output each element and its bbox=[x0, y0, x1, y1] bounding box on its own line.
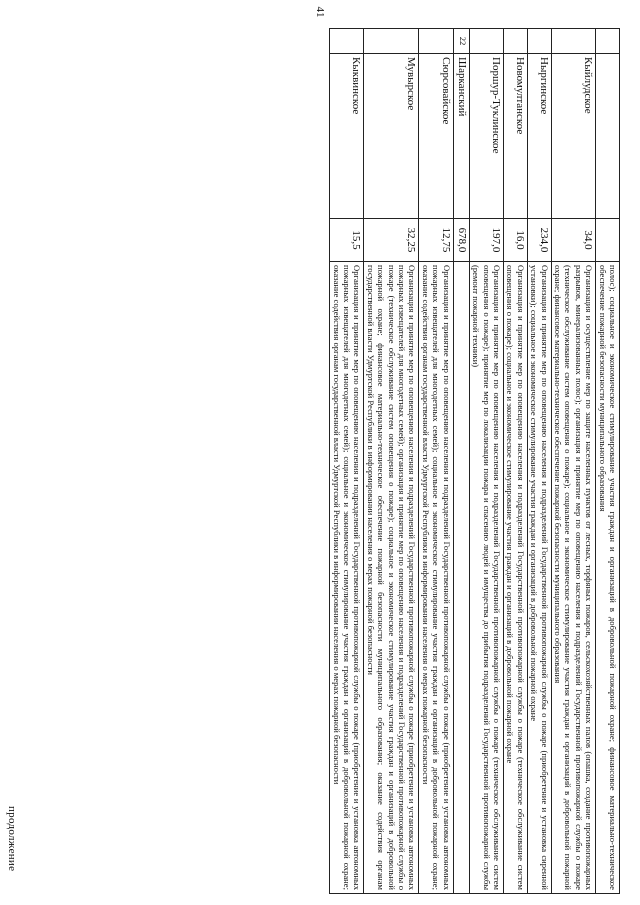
settlement-name: Ныргинское bbox=[527, 54, 551, 219]
settlement-name: Мувырское bbox=[364, 54, 419, 219]
settlement-name: Кыквинское bbox=[330, 54, 364, 219]
measures-text bbox=[453, 262, 469, 894]
table-row bbox=[551, 29, 596, 894]
measures-text: полос); социальное и экономическое стимулирование участия граждан и организаций в добровольной пожарной охране; финансовое материально-техническое обеспечение пожарной безопасности муниципального образования bbox=[596, 262, 620, 894]
table-row bbox=[503, 29, 527, 894]
table-row bbox=[596, 29, 620, 894]
measures-text: Организация и осуществление мер по защите населенных пунктов от лесных, торфяных пожаров, сельскохозяйственных палов (опашка, создание противопожарных разрывов, минерализованных полос); организация и принятие мер по оповещению населения и подразделений Государственной противопожарной службы о пожаре (техническое обслуживание систем оповещения о пожаре); социальное и экономическое стимулирование участия граждан и организаций в добровольной пожарной охране; финансовое материально-техническое обеспечение пожарной безопасности муниципального образования bbox=[551, 262, 596, 894]
settlement-name: Поршур-Туклинское bbox=[469, 54, 503, 219]
settlement-name: Сюрсовайское bbox=[419, 54, 453, 219]
row-number bbox=[330, 29, 364, 54]
measures-text: Организация и принятие мер по оповещению населения и подразделений Государственной противопожарной службы о пожаре (приобретение и установка автономных пожарных извещателей для многодетных семей); социальное и экономическое стимулирование участия граждан и организаций в добровольной пожарной охране; оказание содействия органам государственной власти Удмуртской Республики в информировании населения о мерах пожарной безопасности bbox=[419, 262, 453, 894]
continued-label: продолжение bbox=[6, 806, 18, 872]
page-number: 41 bbox=[314, 6, 326, 18]
measures-text: Организация и принятие мер по оповещению населения и подразделений Государственной противопожарной службы о пожаре (приобретение и установка автономных пожарных извещателей для многодетных семей); организация и принятие мер по оповещению населения и подразделений Государственной противопожарной службы о пожаре (техническое обслуживание систем оповещения о пожаре); социальное и экономическое стимулирование участия граждан и организаций в добровольной пожарной охране; финансовое материально-техническое обеспечение пожарной безопасности муниципального образования; оказание содействия органам государственной власти Удмуртской Республики в информировании населения о мерах пожарной безопасности bbox=[364, 262, 419, 894]
measures-text: Организация и принятие мер по оповещению населения и подразделений Государственной противопожарной службы о пожаре (приобретение и установка сиренной установки); социальное и экономическое стимулирование участия граждан и организаций в добровольной пожарной охране bbox=[527, 262, 551, 894]
amount-value: 32,25 bbox=[364, 219, 419, 262]
row-number bbox=[469, 29, 503, 54]
amount-value: 34,0 bbox=[551, 219, 596, 262]
district-row bbox=[453, 29, 469, 894]
row-number bbox=[419, 29, 453, 54]
amount-value: 197,0 bbox=[469, 219, 503, 262]
row-number bbox=[596, 29, 620, 54]
measures-text: Организация и принятие мер по оповещению населения и подразделений Государственной противопожарной службы о пожаре (техническое обслуживание систем оповещения о пожаре); социальное и экономическое стимулирование участия граждан и организаций в добровольной пожарной охране bbox=[503, 262, 527, 894]
settlement-name bbox=[596, 54, 620, 219]
settlement-name: Кыйлудское bbox=[551, 54, 596, 219]
rotated-table-frame bbox=[64, 28, 620, 894]
amount-value: 234,0 bbox=[527, 219, 551, 262]
table-row bbox=[527, 29, 551, 894]
district-name: Шарканский bbox=[453, 54, 469, 219]
measures-table bbox=[329, 28, 620, 894]
row-number: 22 bbox=[453, 29, 469, 54]
row-number bbox=[527, 29, 551, 54]
amount-value: 12,75 bbox=[419, 219, 453, 262]
row-number bbox=[551, 29, 596, 54]
table-row bbox=[419, 29, 453, 894]
row-number bbox=[364, 29, 419, 54]
table-row bbox=[469, 29, 503, 894]
amount-value: 15,5 bbox=[330, 219, 364, 262]
row-number bbox=[503, 29, 527, 54]
measures-text: Организация и принятие мер по оповещению населения и подразделений Государственной противопожарной службы о пожаре (приобретение и установка автономных пожарных извещателей для многодетных семей); социальное и экономическое стимулирование участия граждан и организаций в добровольной пожарной охране; оказание содействия органам государственной власти Удмуртской Республики в информировании населения о мерах пожарной безопасности bbox=[330, 262, 364, 894]
amount-value: 16,0 bbox=[503, 219, 527, 262]
table-row bbox=[364, 29, 419, 894]
settlement-name: Новомултанское bbox=[503, 54, 527, 219]
table-row bbox=[330, 29, 364, 894]
measures-text: Организация и принятие мер по оповещению населения и подразделений Государственной противопожарной службы о пожаре (техническое обслуживание систем оповещения о пожаре); принятие мер по локализации пожара и спасению людей и имущества до прибытия подразделений Государственной противопожарной службы (ремонт пожарной техники) bbox=[469, 262, 503, 894]
amount-value bbox=[596, 219, 620, 262]
amount-value: 678,0 bbox=[453, 219, 469, 262]
